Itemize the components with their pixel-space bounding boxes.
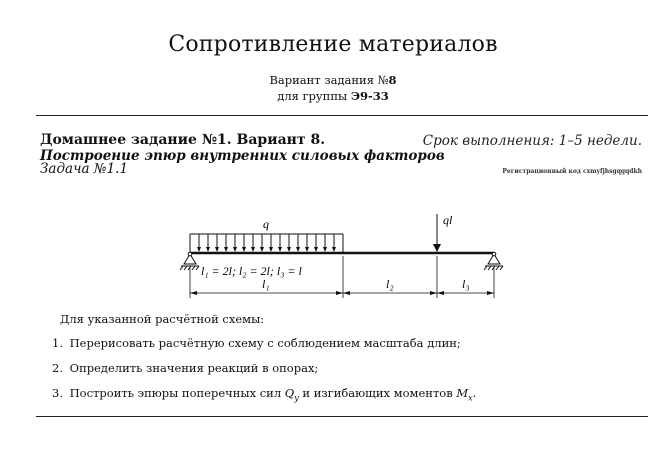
list-item <box>52 386 476 411</box>
assignment-title: Домашнее задание №1. Вариант 8. <box>40 132 326 148</box>
load-arrow-head <box>269 247 273 252</box>
dim-l3-label: l₃ <box>462 277 470 291</box>
right-pin-support <box>484 252 503 270</box>
load-arrow-head <box>287 247 291 252</box>
load-arrow-head <box>260 247 264 252</box>
load-arrow-head <box>296 247 300 252</box>
step-text: Перерисовать расчётную схему с соблюдением масштаба длин; <box>69 336 461 350</box>
instructions-intro: Для указанной расчётной схемы: <box>60 312 265 326</box>
group-name: Э9-33 <box>350 89 389 103</box>
variant-prefix: Вариант задания № <box>269 73 389 87</box>
shear-force-symbol: $Q_y$ <box>284 386 299 403</box>
load-arrow-head <box>233 247 237 252</box>
load-arrow-head <box>332 247 336 252</box>
task-number: Задача №1.1 <box>40 161 129 177</box>
dim-l1-label: l₁ <box>262 277 270 291</box>
load-arrow-head <box>206 247 210 252</box>
concentrated-force-arrow <box>433 214 441 252</box>
load-arrow-head <box>251 247 255 252</box>
load-arrow-head <box>278 247 282 252</box>
bending-moment-symbol: $M_x$ <box>456 386 473 403</box>
step-number: 1. <box>52 336 63 350</box>
load-arrow-head <box>305 247 309 252</box>
deadline-text: Срок выполнения: 1–5 недели. <box>422 133 642 149</box>
bottom-divider <box>36 416 648 417</box>
distributed-load <box>190 234 343 252</box>
registration-code: Регистрационный код cxmyfjhsgqgqdkh <box>502 168 642 175</box>
list-item <box>52 361 476 386</box>
load-q-label: q <box>263 217 269 231</box>
step-text-mid: и изгибающих моментов <box>298 386 457 400</box>
group-prefix: для группы <box>277 89 351 103</box>
lengths-equation: l₁ = 2l; l₂ = 2l; l₃ = l <box>201 264 302 278</box>
list-item <box>52 336 476 361</box>
load-arrow-head <box>242 247 246 252</box>
step-number: 2. <box>52 361 63 375</box>
load-arrow-head <box>224 247 228 252</box>
force-ql-label: ql <box>443 213 453 227</box>
variant-number: 8 <box>388 73 397 87</box>
load-arrow-head <box>314 247 318 252</box>
left-pin-support <box>180 252 199 270</box>
step-text: Определить значения реакций в опорах; <box>69 361 319 375</box>
load-arrow-head <box>197 247 201 252</box>
step-text-before: Построить эпюры поперечных сил <box>69 386 285 400</box>
instructions-list <box>52 336 476 411</box>
load-arrow-head <box>215 247 219 252</box>
assignment-subtitle: Построение эпюр внутренних силовых факторов <box>40 148 445 164</box>
load-arrow-head <box>323 247 327 252</box>
dim-l2-label: l₂ <box>386 277 394 291</box>
page-title: Сопротивление материалов <box>168 32 498 57</box>
step-text-end: . <box>472 386 477 400</box>
step-number: 3. <box>52 386 63 400</box>
